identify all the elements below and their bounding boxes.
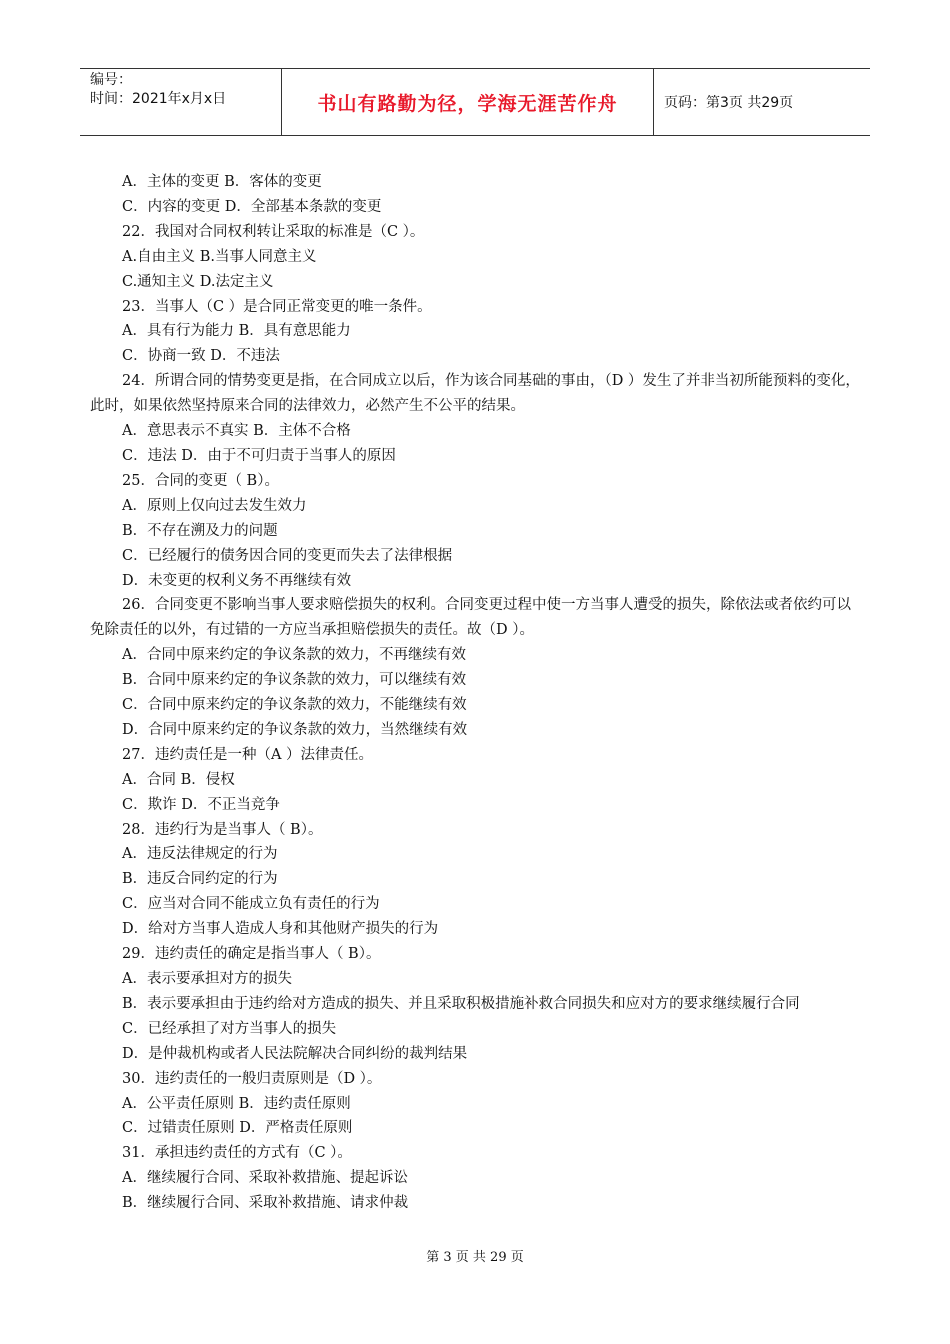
text-line: A．表示要承担对方的损失 bbox=[122, 971, 292, 987]
footer-page-number: 第 3 页 共 29 页 bbox=[426, 1250, 524, 1265]
text-line: C．内容的变更 D．全部基本条款的变更 bbox=[122, 198, 382, 215]
doc-number: 编号： bbox=[90, 72, 132, 88]
header-motto: 书山有路勤为径，学海无涯苦作舟 bbox=[317, 92, 618, 115]
text-line: A．违反法律规定的行为 bbox=[122, 846, 278, 863]
text-line: C．已经履行的债务因合同的变更而失去了法律根据 bbox=[122, 547, 453, 564]
text-line: A．继续履行合同、采取补救措施、提起诉讼 bbox=[122, 1170, 408, 1187]
text-line: B．继续履行合同、采取补救措施、请求仲裁 bbox=[122, 1195, 409, 1212]
question-line: 23．当事人（C ）是合同正常变更的唯一条件。 bbox=[122, 298, 432, 315]
question-line: 26．合同变更不影响当事人要求赔偿损失的权利。合同变更过程中使一方当事人遭受的损失，除依法或者依约可以免除责任的以外，有过错的一方应当承担赔偿损失的责任。故（D ）。 bbox=[90, 597, 851, 639]
text-line: C．合同中原来约定的争议条款的效力，不能继续有效 bbox=[122, 697, 467, 714]
text-line: A．具有行为能力 B．具有意思能力 bbox=[122, 323, 351, 340]
question-line: 28．违约行为是当事人（ B）。 bbox=[122, 821, 323, 838]
text-line: D．合同中原来约定的争议条款的效力，当然继续有效 bbox=[122, 721, 468, 738]
text-line: A.自由主义 B.当事人同意主义 bbox=[122, 248, 317, 265]
text-line: C．违法 D．由于不可归责于当事人的原因 bbox=[122, 447, 396, 464]
text-line: A．公平责任原则 B．违约责任原则 bbox=[122, 1095, 351, 1112]
text-line: C．应当对合同不能成立负有责任的行为 bbox=[122, 896, 380, 913]
page-header bbox=[80, 68, 870, 136]
question-line: 22．我国对合同权利转让采取的标准是（C ）。 bbox=[122, 223, 425, 240]
header-motto-cell bbox=[282, 69, 654, 135]
question-line: 27．违约责任是一种（A ）法律责任。 bbox=[122, 746, 374, 763]
text-line: A．合同 B．侵权 bbox=[122, 771, 235, 788]
text-line: C．过错责任原则 D．严格责任原则 bbox=[122, 1120, 353, 1137]
text-line: B．合同中原来约定的争议条款的效力，可以继续有效 bbox=[122, 672, 467, 689]
text-line: D．给对方当事人造成人身和其他财产损失的行为 bbox=[122, 921, 439, 938]
question-line: 30．违约责任的一般归责原则是（D ）。 bbox=[122, 1070, 382, 1087]
header-page-cell bbox=[654, 69, 870, 135]
doc-time: 时间：2021年x月x日 bbox=[90, 91, 227, 107]
document-body bbox=[90, 170, 860, 1216]
text-line: C．已经承担了对方当事人的损失 bbox=[122, 1020, 337, 1037]
text-line: A．意思表示不真实 B．主体不合格 bbox=[122, 423, 351, 440]
text-line: C．欺诈 D．不正当竞争 bbox=[122, 796, 280, 813]
text-line: C．协商一致 D．不违法 bbox=[122, 348, 280, 365]
question-line: 29．违约责任的确定是指当事人（ B）。 bbox=[122, 946, 381, 963]
text-line: D．未变更的权利义务不再继续有效 bbox=[122, 572, 352, 589]
text-line: D．是仲裁机构或者人民法院解决合同纠纷的裁判结果 bbox=[122, 1045, 468, 1062]
text-line: B．表示要承担由于违约给对方造成的损失、并且采取积极措施补救合同损失和应对方的要求继续履行合同 bbox=[122, 995, 800, 1012]
question-line: 25．合同的变更（ B）。 bbox=[122, 472, 279, 489]
text-line: B．违反合同约定的行为 bbox=[122, 871, 278, 888]
text-line: C.通知主义 D.法定主义 bbox=[122, 273, 274, 290]
text-line: A．原则上仅向过去发生效力 bbox=[122, 497, 307, 514]
question-line: 24．所谓合同的情势变更是指，在合同成立以后，作为该合同基础的事由，（D ）发生了并非当初所能预料的变化，此时，如果依然坚持原来合同的法律效力，必然产生不公平的结果。 bbox=[90, 373, 860, 415]
header-meta bbox=[80, 69, 282, 135]
text-line: B．不存在溯及力的问题 bbox=[122, 522, 278, 539]
text-line: A．主体的变更 B．客体的变更 bbox=[122, 174, 322, 190]
text-line: A．合同中原来约定的争议条款的效力，不再继续有效 bbox=[122, 647, 466, 664]
header-page-number: 页码：第3页 共29页 bbox=[664, 95, 794, 111]
page-footer bbox=[0, 1246, 950, 1265]
question-line: 31．承担违约责任的方式有（C ）。 bbox=[122, 1145, 352, 1162]
